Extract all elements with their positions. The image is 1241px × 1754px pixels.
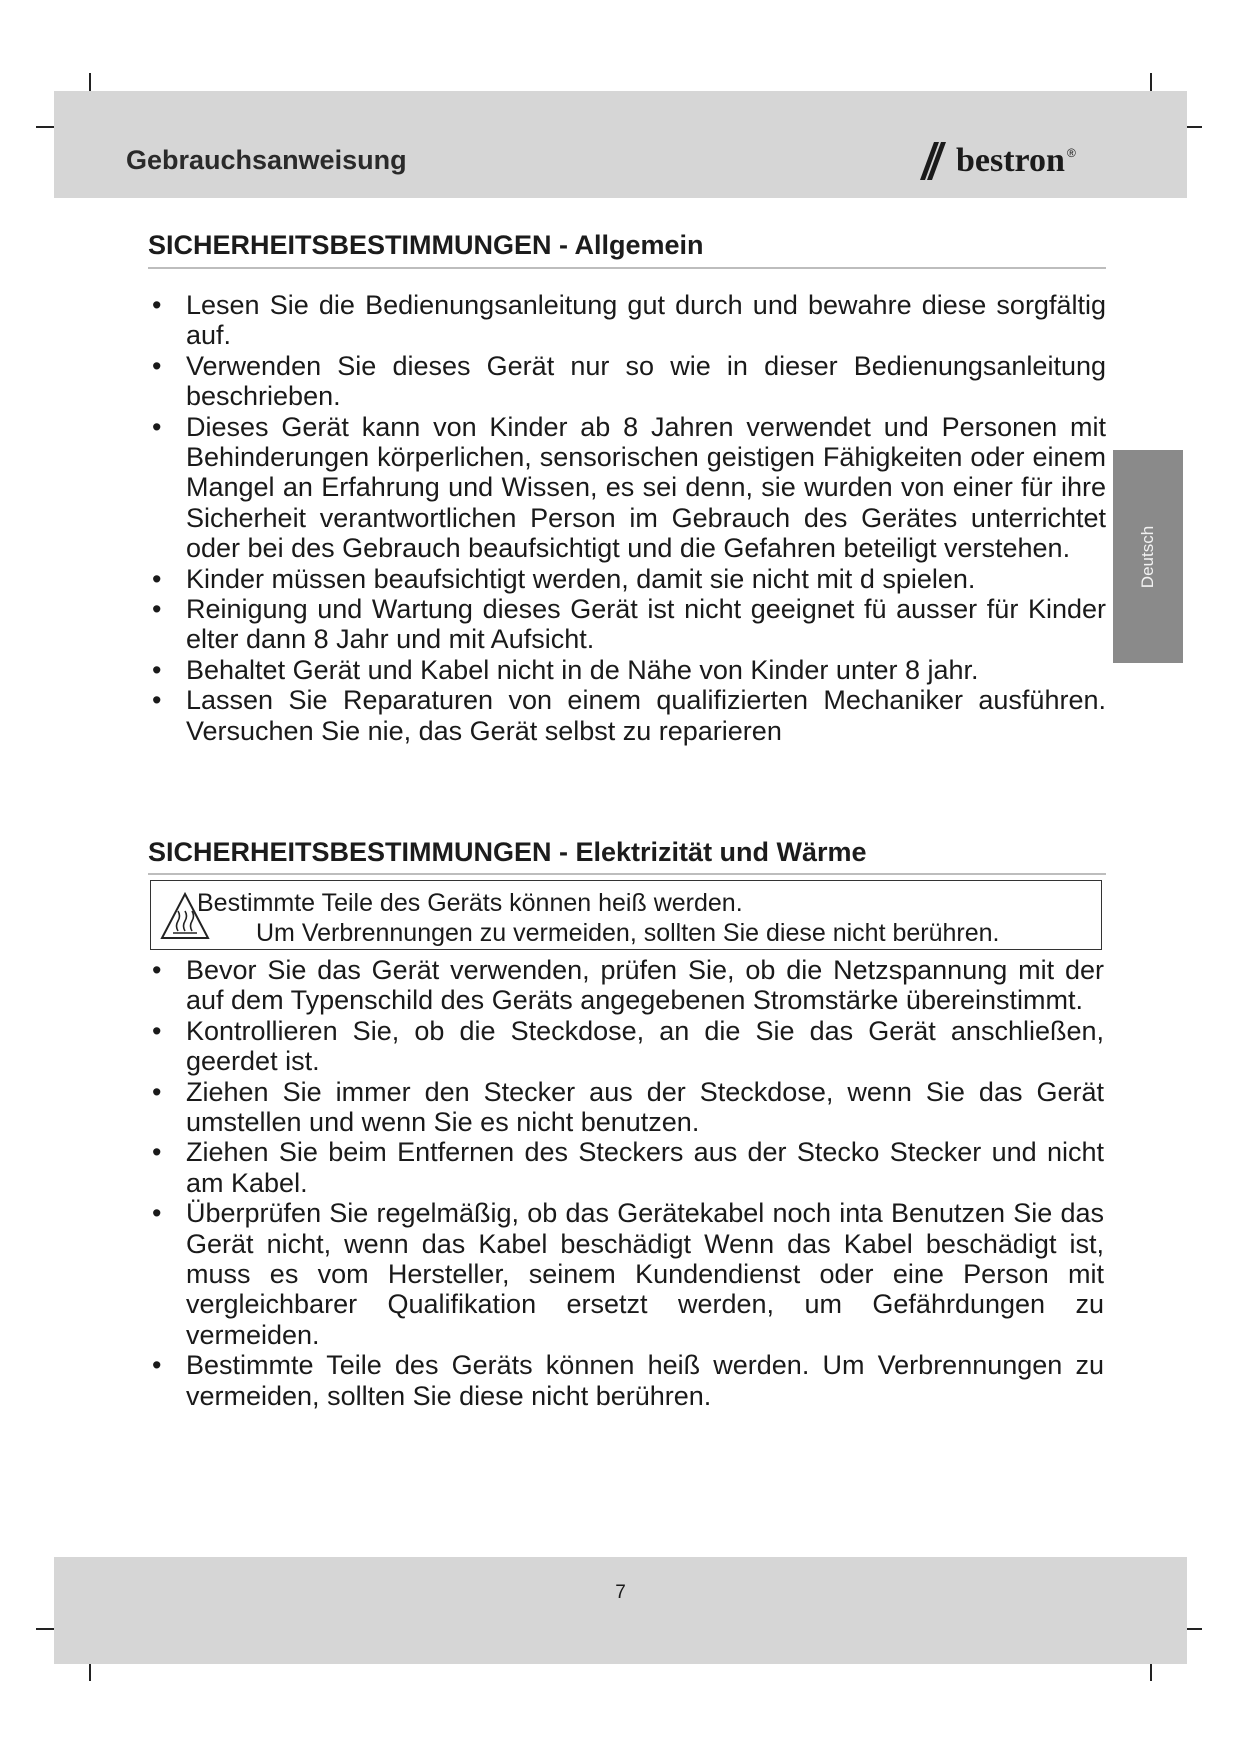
page-number: 7 bbox=[615, 1582, 626, 1603]
brand-registered-mark: ® bbox=[1066, 146, 1076, 160]
list-item: • Verwenden Sie dieses Gerät nur so wie in dieser Bedienungsanleitung beschrieben. bbox=[148, 351, 1106, 412]
language-tab bbox=[1113, 450, 1183, 663]
list-item: • Bestimmte Teile des Geräts können heiß werden. Um Verbrennungen zu vermeiden, sollten Sie diese nicht berühren. bbox=[148, 1350, 1104, 1411]
list-item: • Überprüfen Sie regelmäßig, ob das Gerätekabel noch inta Benutzen Sie das Gerät nicht, wenn das Kabel beschädigt Wenn das Kabel beschädigt ist, muss es vom Hersteller, seinem Kundendienst oder eine Person mit vergleichbarer Qualifikation ersetzt werden, um Gefährdungen zu vermeiden. bbox=[148, 1198, 1104, 1350]
hot-surface-warning bbox=[150, 880, 1102, 950]
list-item: • Reinigung und Wartung dieses Gerät ist nicht geeignet fü ausser für Kinder elter dann 8 Jahr und mit Aufsicht. bbox=[148, 594, 1106, 655]
brand-logo bbox=[918, 140, 1076, 182]
warning-line-1: Bestimmte Teile des Geräts können heiß werden. bbox=[197, 889, 743, 917]
section-title-electricity: SICHERHEITSBESTIMMUNGEN - Elektrizität und Wärme bbox=[148, 837, 867, 867]
brand-name: bestron bbox=[956, 142, 1065, 179]
list-item: • Lesen Sie die Bedienungsanleitung gut durch und bewahre diese sorgfältig auf. bbox=[148, 290, 1106, 351]
section-divider bbox=[148, 873, 1106, 875]
list-item: • Kinder müssen beaufsichtigt werden, damit sie nicht mit d spielen. bbox=[148, 564, 1106, 594]
list-item: • Bevor Sie das Gerät verwenden, prüfen Sie, ob die Netzspannung mit der auf dem Typenschild des Geräts angegebenen Stromstärke übereinstimmt. bbox=[148, 955, 1104, 1016]
section-divider bbox=[148, 267, 1106, 269]
section-title-general: SICHERHEITSBESTIMMUNGEN - Allgemein bbox=[148, 230, 704, 260]
list-item: • Lassen Sie Reparaturen von einem qualifizierten Mechaniker ausführen. Versuchen Sie nie, das Gerät selbst zu reparieren bbox=[148, 685, 1106, 746]
electricity-safety-list bbox=[148, 955, 1104, 1411]
bestron-chevron-icon bbox=[918, 140, 950, 182]
list-item: • Behaltet Gerät und Kabel nicht in de Nähe von Kinder unter 8 jahr. bbox=[148, 655, 1106, 685]
list-item: • Kontrollieren Sie, ob die Steckdose, an die Sie das Gerät anschließen, geerdet ist. bbox=[148, 1016, 1104, 1077]
warning-line-2: Um Verbrennungen zu vermeiden, sollten Sie diese nicht berühren. bbox=[256, 919, 1000, 947]
footer-band bbox=[54, 1557, 1187, 1664]
page-title: Gebrauchsanweisung bbox=[126, 145, 407, 175]
list-item: • Ziehen Sie immer den Stecker aus der Steckdose, wenn Sie das Gerät umstellen und wenn Sie es nicht benutzen. bbox=[148, 1077, 1104, 1138]
general-safety-list bbox=[148, 290, 1106, 746]
language-tab-label: Deutsch bbox=[1138, 525, 1157, 588]
list-item: • Dieses Gerät kann von Kinder ab 8 Jahren verwendet und Personen mit Behinderungen körperlichen, sensorischen geistigen Fähigkeiten oder einem Mangel an Erfahrung und Wissen, es sei denn, sie wurden von einer für ihre Sicherheit verantwortlichen Person im Gebrauch des Gerätes unterrichtet oder bei des Gebrauch beaufsichtigt und die Gefahren beteiligt verstehen. bbox=[148, 412, 1106, 564]
list-item: • Ziehen Sie beim Entfernen des Steckers aus der Stecko Stecker und nicht am Kabel. bbox=[148, 1137, 1104, 1198]
